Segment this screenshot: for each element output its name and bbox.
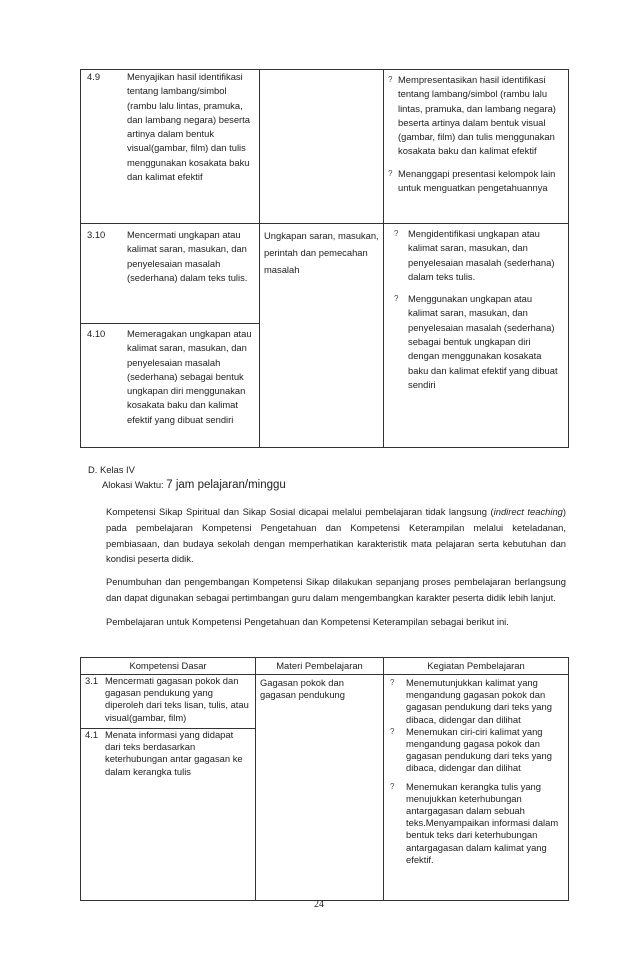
table-row	[81, 70, 569, 224]
header-cell: Materi Pembelajaran	[256, 658, 384, 675]
bullet-icon: ?	[388, 168, 393, 178]
materi-cell: Ungkapan saran, masukan, perintah dan pemecahan masalah	[260, 224, 384, 448]
table-row	[81, 675, 569, 729]
bullet-icon: ?	[390, 781, 395, 791]
list-item: ? Menanggapi presentasi kelompok lain untuk menguatkan pengetahuannya	[388, 167, 564, 196]
alokasi-value: 7 jam pelajaran/minggu	[166, 479, 286, 491]
kd-number: 4.1	[85, 729, 99, 740]
kd-cell	[81, 729, 256, 901]
kegiatan-cell	[384, 675, 569, 901]
list-item: ? Menemukan ciri-ciri kalimat yang mengandung gagasa pokok dan gagasan pendukung dari teks yang dibaca, didengar dan dilihat	[390, 725, 552, 774]
bullet-icon: ?	[388, 75, 393, 84]
list-item: ? Menggunakan ungkapan atau kalimat saran, masukan, dan penyelesaian masalah (sederhana) sebagai bentuk ungkapan diri dengan menggunakan kosakata baku dan kalimat efektif yang dibuat sendiri	[388, 292, 564, 392]
kd-cell	[81, 324, 260, 448]
bullet-icon: ?	[394, 229, 399, 238]
list-item: ? Mengidentifikasi ungkapan atau kalimat saran, masukan, dan penyelesaian masalah (sederhana) dalam teks tulis.	[388, 227, 564, 284]
competency-table-top	[80, 69, 569, 448]
kd-cell	[81, 224, 260, 324]
bullet-icon: ?	[390, 678, 395, 687]
list-item: ? Mempresentasikan hasil identifikasi tentang lambang/simbol (rambu lalu lintas, pramuka, dan lambang negara) beserta artinya dalam bentuk visual (gambar, film) dan tulis menggunakan kosakata baku dan kalimat efektif	[388, 73, 564, 159]
kegiatan-cell	[384, 224, 569, 448]
materi-cell	[260, 70, 384, 224]
paragraph: Pembelajaran untuk Kompetensi Pengetahuan dan Kompetensi Keterampilan sebagai berikut ini.	[106, 616, 509, 627]
alokasi-label: Alokasi Waktu:	[102, 479, 164, 490]
table-row	[81, 224, 569, 324]
table-header-row	[81, 658, 569, 675]
kd-number: 4.9	[87, 71, 101, 82]
kd-text: Mencermati ungkapan atau kalimat saran, masukan, dan penyelesaian masalah (sederhana) dalam teks tulis.	[127, 229, 248, 283]
kd-text: Menyajikan hasil identifikasi tentang lambang/simbol (rambu lalu lintas, pramuka, dan lambang negara) beserta artinya dalam bentuk visual(gambar, film) dan tulis menggunakan kosakata baku dan kalimat efektif	[127, 71, 251, 183]
kd-text: Menata informasi yang didapat dari teks berdasarkan keterhubungan antar gagasan ke dalam kerangka tulis	[105, 729, 243, 777]
header-cell: Kegiatan Pembelajaran	[384, 658, 569, 675]
kd-text: Memeragakan ungkapan atau kalimat saran, masukan, dan penyelesaian masalah (sederhana) sebagai bentuk ungkapan diri menggunakan kosakata baku dan kalimat efektif yang dibuat sendiri	[127, 328, 252, 425]
header-cell: Kompetensi Dasar	[81, 658, 256, 675]
kegiatan-cell	[384, 70, 569, 224]
competency-table-bottom	[80, 657, 569, 901]
kd-number: 3.10	[87, 229, 106, 240]
paragraph: Penumbuhan dan pengembangan Kompetensi Sikap dilakukan sepanjang proses pembelajaran berlangsung dan dapat digunakan sebagai pertimbangan guru dalam mengembangkan karakter peserta didik lebih lanjut.	[106, 576, 566, 603]
bullet-icon: ?	[390, 726, 395, 736]
kd-cell	[81, 70, 260, 224]
kd-number: 4.10	[87, 328, 106, 339]
bullet-icon: ?	[394, 294, 399, 304]
list-item: ? Menemukan kerangka tulis yang menujukkan keterhubungan antargagasan dalam sebuah teks.Menyampaikan informasi dalam bentuk teks dari keterhubungan antargagasan dalam kalimat yang efektif.	[390, 780, 559, 865]
materi-cell: Gagasan pokok dan gagasan pendukung	[256, 675, 384, 901]
alokasi-waktu	[102, 477, 286, 493]
page-number: 24	[314, 899, 324, 910]
section-title: D. Kelas IV	[88, 464, 135, 475]
kd-number: 3.1	[85, 675, 99, 686]
paragraph: Kompetensi Sikap Spiritual dan Sikap Sosial dicapai melalui pembelajaran tidak langsung (indirect teaching) pada pembelajaran Kompetensi Pengetahuan dan Kompetensi Keterampilan melalui keteladanan, pembiasaan, dan budaya sekolah dengan memperhatikan karakteristik mata pelajaran serta kebutuhan dan kondisi peserta didik.	[106, 506, 566, 565]
kd-cell	[81, 675, 256, 729]
list-item: ? Menemutunjukkan kalimat yang mengandung gagasan pokok dan gagasan pendukung dari teks yang dibaca, didengar dan dilihat	[390, 677, 552, 725]
kd-text: Mencermati gagasan pokok dan gagasan pendukung yang diperoleh dari teks lisan, tulis, atau visual(gambar, film)	[105, 675, 249, 723]
